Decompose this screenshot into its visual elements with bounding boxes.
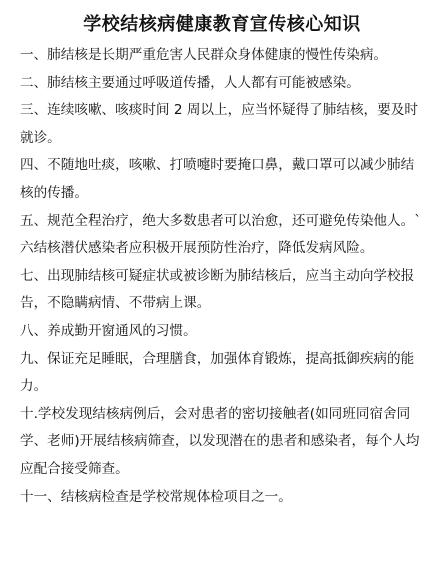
knowledge-item-7: 七、出现肺结核可疑症状或被诊断为肺结核后，应当主动向学校报告，不隐瞒病情、不带病上课。 xyxy=(20,267,415,312)
knowledge-item-1: 一、肺结核是长期严重危害人民群众身体健康的慢性传染病。 xyxy=(20,47,388,63)
knowledge-item-11: 十一、结核病检查是学校常规体检项目之一。 xyxy=(20,488,292,505)
knowledge-item-5: 五、规范全程治疗，绝大多数患者可以治愈，还可避免传染他人。` xyxy=(20,212,422,229)
document-title: 学校结核病健康教育宣传核心知识 xyxy=(83,14,361,35)
knowledge-item-9: 九、保证充足睡眠，合理膳食，加强体育锻炼，提高抵御疾病的能力。 xyxy=(20,350,415,395)
knowledge-item-10: 十.学校发现结核病例后，会对患者的密切接触者(如同班同宿舍同学、老师)开展结核病筛查，以发现潜在的患者和感染者，每个人均应配合接受筛查。 xyxy=(20,405,420,477)
knowledge-item-6: 六结核潜伏感染者应积极开展预防性治疗，降低发病风险。 xyxy=(20,240,374,257)
knowledge-item-2: 二、肺结核主要通过呼吸道传播，人人都有可能被感染。 xyxy=(20,74,360,91)
knowledge-item-3: 三、连续咳嗽、咳痰时间 2 周以上，应当怀疑得了肺结核，要及时就诊。 xyxy=(20,102,418,146)
knowledge-item-4: 四、不随地吐痰，咳嗽、打喷嚏时要掩口鼻，戴口罩可以减少肺结核的传播。 xyxy=(20,157,415,201)
knowledge-item-8: 八、养成勤开窗通风的习惯。 xyxy=(20,322,197,339)
knowledge-list xyxy=(20,42,424,511)
